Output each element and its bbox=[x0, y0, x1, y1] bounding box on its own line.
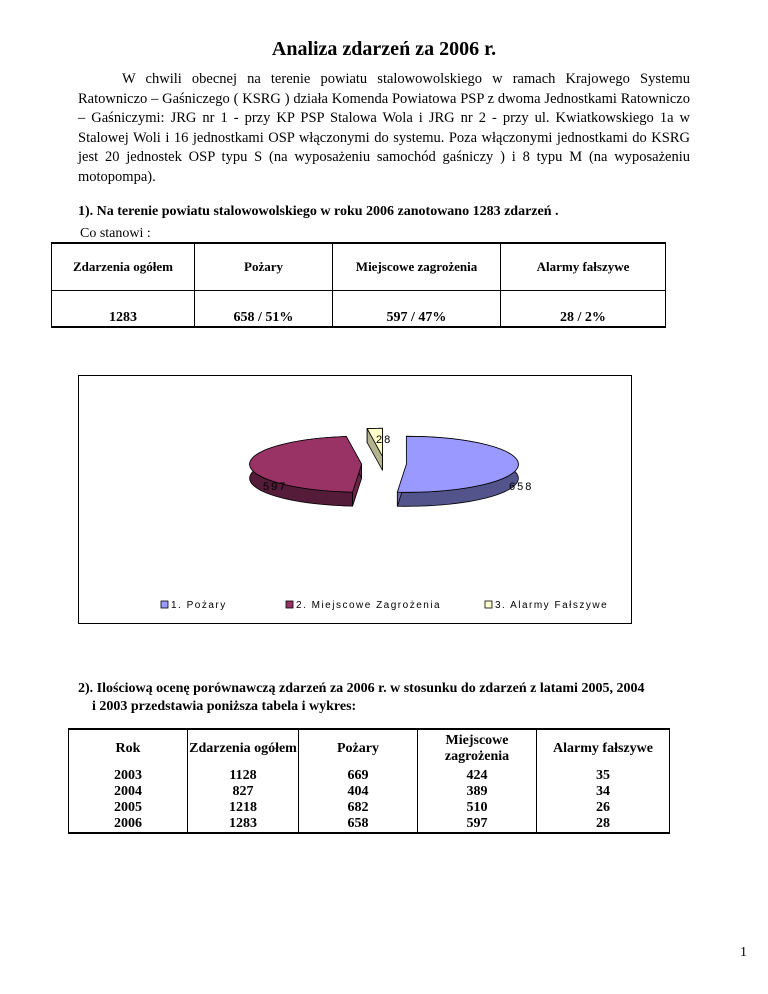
table-row bbox=[69, 784, 670, 800]
header-cell: Zdarzenia ogółem bbox=[52, 243, 195, 291]
cell: 827 bbox=[188, 784, 299, 800]
cell: 669 bbox=[299, 768, 418, 784]
legend-label-3: 3. Alarmy Fałszywe bbox=[495, 600, 609, 611]
cell: 597 bbox=[418, 816, 537, 833]
cell: 2003 bbox=[69, 768, 188, 784]
value-cell: 1283 bbox=[52, 291, 195, 328]
cell: 1283 bbox=[188, 816, 299, 833]
data-label-3: 28 bbox=[376, 434, 393, 446]
legend-swatch-2 bbox=[286, 601, 293, 608]
pie-chart-svg bbox=[79, 376, 633, 625]
legend-label-1: 1. Pożary bbox=[171, 600, 227, 611]
intro-paragraph: W chwili obecnej na terenie powiatu stalowowolskiego w ramach Krajowego Systemu Ratowniczo – Gaśniczego ( KSRG ) działa Komenda Powiatowa PSP z dwoma Jednostkami Ratowniczo – Gaśniczymi: JRG nr 1 - przy KP PSP Stalowa Wola i JRG nr 2 - przy ul. Kwiatkowskiego 1a w Stalowej Woli i 16 jednostkami OSP włączonymi do systemu. Poza włączonymi jednostkami do KSRG jest 20 jednostek OSP typu S (na wyposażeniu samochód gaśniczy ) i 8 typu M (na wyposażeniu motopompa). bbox=[78, 71, 690, 185]
legend-label-2: 2. Miejscowe Zagrożenia bbox=[296, 600, 442, 611]
comparison-table-header bbox=[69, 729, 670, 768]
cell: 2006 bbox=[69, 816, 188, 833]
table-row bbox=[69, 768, 670, 784]
cell: 510 bbox=[418, 800, 537, 816]
cell: 2005 bbox=[69, 800, 188, 816]
header-cell: Alarmy fałszywe bbox=[501, 243, 666, 291]
pie-slice-1 bbox=[397, 436, 518, 506]
pie-slice-2 bbox=[250, 436, 362, 506]
cell: 2004 bbox=[69, 784, 188, 800]
section2-heading bbox=[78, 680, 718, 716]
cell: 28 bbox=[537, 816, 670, 833]
pie-chart bbox=[78, 375, 632, 624]
cell: 389 bbox=[418, 784, 537, 800]
header-cell: Zdarzenia ogółem bbox=[188, 729, 299, 768]
header-cell: Miejscowe zagrożenia bbox=[333, 243, 501, 291]
cell: 404 bbox=[299, 784, 418, 800]
cell: 658 bbox=[299, 816, 418, 833]
page-title: Analiza zdarzeń za 2006 r. bbox=[271, 38, 497, 60]
cell: 35 bbox=[537, 768, 670, 784]
cell: 26 bbox=[537, 800, 670, 816]
section1-subheading: Co stanowi : bbox=[80, 226, 151, 241]
header-cell: Pożary bbox=[299, 729, 418, 768]
table-row bbox=[69, 816, 670, 833]
section2-heading-line2: i 2003 przedstawia poniższa tabela i wykres: bbox=[92, 699, 357, 714]
legend-swatch-3 bbox=[485, 601, 492, 608]
comparison-table bbox=[68, 728, 670, 834]
data-label-2: 597 bbox=[263, 481, 288, 493]
summary-table bbox=[51, 242, 666, 328]
header-cell: Alarmy fałszywe bbox=[537, 729, 670, 768]
summary-table-row bbox=[52, 291, 666, 328]
legend-swatch-1 bbox=[161, 601, 168, 608]
value-cell: 28 / 2% bbox=[501, 291, 666, 328]
cell: 34 bbox=[537, 784, 670, 800]
page-number: 1 bbox=[740, 945, 747, 960]
value-cell: 597 / 47% bbox=[333, 291, 501, 328]
value-cell: 658 / 51% bbox=[195, 291, 333, 328]
header-cell: Rok bbox=[69, 729, 188, 768]
data-label-1: 658 bbox=[509, 481, 534, 493]
cell: 1218 bbox=[188, 800, 299, 816]
cell: 424 bbox=[418, 768, 537, 784]
section1-heading: 1). Na terenie powiatu stalowowolskiego w roku 2006 zanotowano 1283 zdarzeń . bbox=[78, 204, 559, 219]
section2-heading-line1: 2). Ilościową ocenę porównawczą zdarzeń za 2006 r. w stosunku do zdarzeń z latami 2005, 2004 bbox=[78, 681, 645, 696]
header-cell: Miejscowe zagrożenia bbox=[418, 729, 537, 768]
table-row bbox=[69, 800, 670, 816]
cell: 1128 bbox=[188, 768, 299, 784]
summary-table-header bbox=[52, 243, 666, 291]
header-cell: Pożary bbox=[195, 243, 333, 291]
cell: 682 bbox=[299, 800, 418, 816]
